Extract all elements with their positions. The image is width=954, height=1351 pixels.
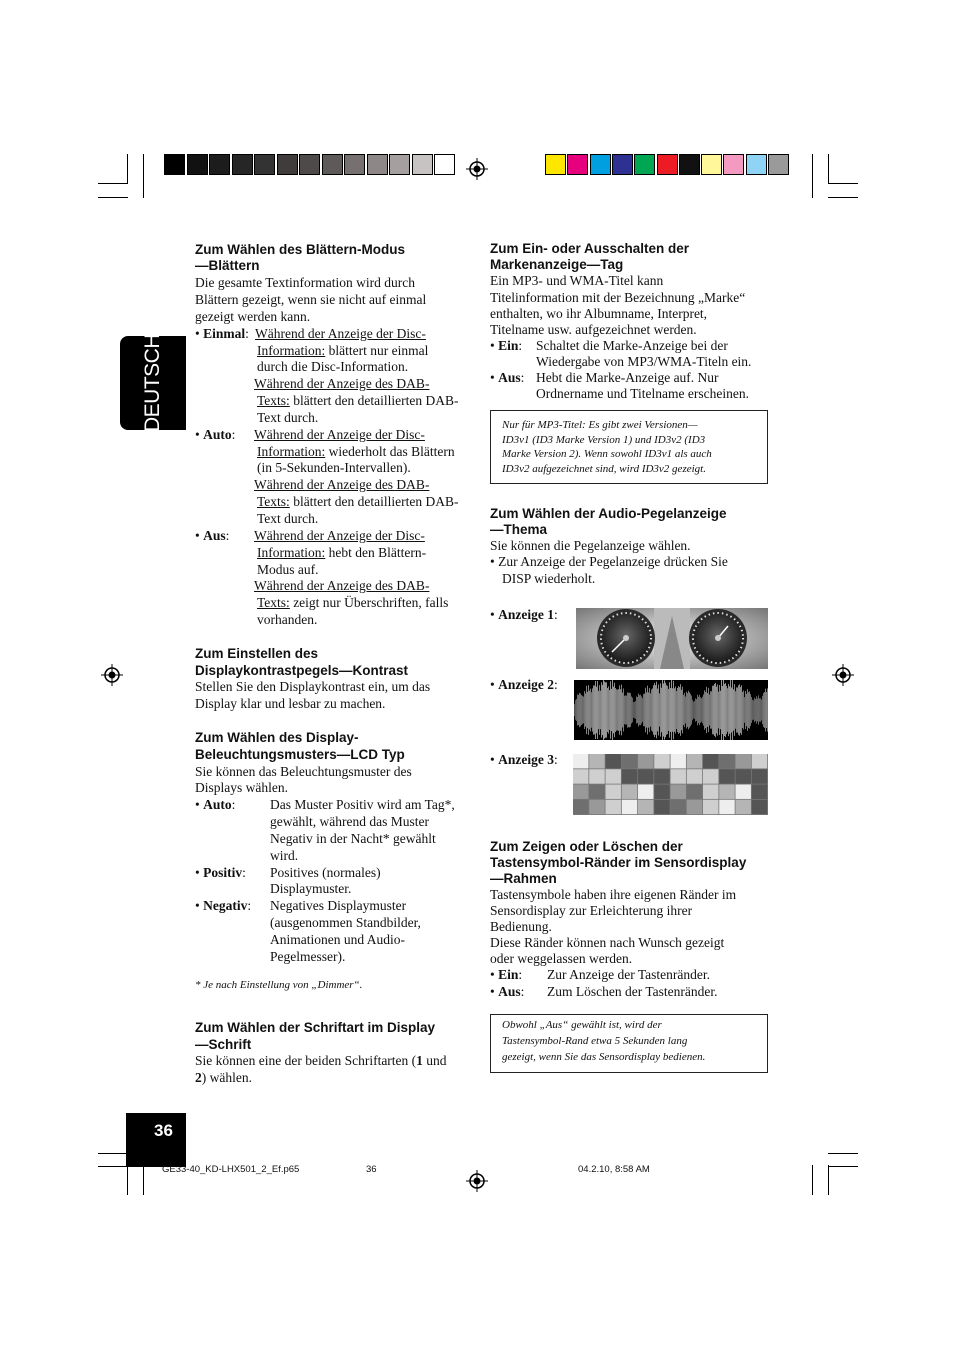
paragraph: Sie können eine der beiden Schriftarten (1 und bbox=[195, 1053, 447, 1068]
list-text: Information: wiederholt das Blättern bbox=[257, 444, 455, 459]
block-cell bbox=[606, 769, 621, 783]
block-cell bbox=[736, 785, 751, 799]
color-swatch bbox=[768, 154, 789, 175]
block-cell bbox=[736, 800, 751, 814]
list-text: Ordnername und Titelname erscheinen. bbox=[536, 386, 749, 401]
color-swatch bbox=[434, 154, 455, 175]
color-swatch bbox=[679, 154, 700, 175]
block-cell bbox=[671, 769, 686, 783]
block-cell bbox=[703, 800, 718, 814]
section-title: Zum Wählen des Blättern-Modus bbox=[195, 242, 406, 257]
list-text: Pegelmesser). bbox=[270, 949, 346, 964]
list-text: Information: hebt den Blättern- bbox=[257, 545, 427, 560]
list-text: Schaltet die Marke-Anzeige bei der bbox=[536, 338, 728, 353]
registration-mark-icon bbox=[101, 664, 123, 686]
section-title: Zum Einstellen des bbox=[195, 646, 319, 661]
note-box bbox=[490, 410, 768, 484]
color-swatch bbox=[232, 154, 253, 175]
block-cell bbox=[638, 800, 653, 814]
section-title: Zum Ein- oder Ausschalten der bbox=[490, 241, 690, 256]
color-swatch bbox=[701, 154, 722, 175]
registration-mark-icon bbox=[466, 158, 488, 180]
registration-mark-icon bbox=[466, 1170, 488, 1192]
page-number-box bbox=[126, 1113, 186, 1167]
language-tab bbox=[120, 333, 186, 433]
block-cell bbox=[687, 754, 702, 768]
block-cell bbox=[622, 754, 637, 768]
note-box bbox=[490, 1014, 768, 1073]
block-cell bbox=[638, 754, 653, 768]
list-text: Während der Anzeige der Disc- bbox=[254, 427, 425, 442]
list-text: Information: blättert nur einmal bbox=[257, 343, 429, 358]
list-text: gewählt, während das Muster bbox=[270, 814, 429, 829]
section-title: Zum Wählen des Display- bbox=[195, 730, 359, 745]
block-cell bbox=[703, 785, 718, 799]
paragraph: Bedienung. bbox=[490, 919, 552, 934]
list-item: • Auto: bbox=[195, 427, 236, 442]
block-cell bbox=[687, 785, 702, 799]
list-item: • Anzeige 3: bbox=[490, 752, 558, 767]
block-cell bbox=[752, 769, 767, 783]
color-swatch bbox=[590, 154, 611, 175]
list-item: • Anzeige 1: bbox=[490, 607, 558, 622]
note-text: Nur für MP3-Titel: Es gibt zwei Versionen— bbox=[502, 419, 698, 431]
block-cell bbox=[719, 754, 734, 768]
list-item: • Aus: bbox=[490, 984, 525, 999]
list-item: • Ein: bbox=[490, 338, 523, 353]
note-text: ID3v1 (ID3 Marke Version 1) und ID3v2 (ID3 bbox=[502, 434, 706, 446]
color-swatch bbox=[254, 154, 275, 175]
level-meter-2-image bbox=[574, 680, 768, 740]
block-cell bbox=[638, 785, 653, 799]
paragraph: Ein MP3- und WMA-Titel kann bbox=[490, 273, 664, 288]
paragraph: 2) wählen. bbox=[195, 1070, 252, 1085]
list-text: Text durch. bbox=[257, 511, 319, 526]
page-number: 36 bbox=[154, 1121, 173, 1140]
note-text: Tastensymbol-Rand etwa 5 Sekunden lang bbox=[502, 1035, 688, 1047]
paragraph: Diese Ränder können nach Wunsch gezeigt bbox=[490, 935, 725, 950]
color-swatch bbox=[723, 154, 744, 175]
block-cell bbox=[573, 800, 588, 814]
block-cell bbox=[752, 754, 767, 768]
list-text: Hebt die Marke-Anzeige auf. Nur bbox=[536, 370, 719, 385]
block-cell bbox=[703, 754, 718, 768]
list-item: • Positiv: bbox=[195, 865, 246, 880]
block-cell bbox=[687, 800, 702, 814]
list-text: Displaymuster. bbox=[270, 881, 352, 896]
list-text: (in 5-Sekunden-Intervallen). bbox=[257, 460, 411, 475]
color-swatch bbox=[634, 154, 655, 175]
color-swatch bbox=[612, 154, 633, 175]
list-text: Während der Anzeige des DAB- bbox=[254, 578, 430, 593]
list-text: Negatives Displaymuster bbox=[270, 898, 407, 913]
list-text: Das Muster Positiv wird am Tag*, bbox=[270, 797, 455, 812]
block-cell bbox=[671, 754, 686, 768]
block-cell bbox=[752, 785, 767, 799]
level-meter-3-image bbox=[573, 754, 768, 815]
level-meter-1-image bbox=[576, 608, 768, 669]
color-swatch bbox=[545, 154, 566, 175]
paragraph: Blättern gezeigt, wenn sie nicht auf einmal bbox=[195, 292, 427, 307]
paragraph: enthalten, wo ihr Albumname, Interpret, bbox=[490, 306, 708, 321]
list-text: Während der Anzeige des DAB- bbox=[254, 477, 430, 492]
color-swatch bbox=[367, 154, 388, 175]
list-text: Text durch. bbox=[257, 410, 319, 425]
paragraph: Tastensymbole haben ihre eigenen Ränder im bbox=[490, 887, 737, 902]
color-swatch bbox=[187, 154, 208, 175]
block-cell bbox=[606, 785, 621, 799]
list-text: Texts: blättert den detaillierten DAB- bbox=[257, 393, 459, 408]
note-text: ID3v2 aufgezeichnet sind, wird ID3v2 gezeigt. bbox=[502, 463, 706, 475]
option-label: Einmal bbox=[203, 326, 246, 341]
section-title: Markenanzeige—Tag bbox=[490, 257, 624, 272]
footer-page: 36 bbox=[366, 1164, 377, 1175]
color-swatch bbox=[657, 154, 678, 175]
block-cell bbox=[606, 800, 621, 814]
block-cell bbox=[671, 800, 686, 814]
list-text: (ausgenommen Standbilder, bbox=[270, 915, 421, 930]
block-cell bbox=[654, 769, 669, 783]
paragraph: DISP wiederholt. bbox=[502, 571, 596, 586]
language-tab-label: DEUTSCH bbox=[141, 333, 164, 433]
block-cell bbox=[589, 800, 604, 814]
list-item: • Auto: bbox=[195, 797, 236, 812]
paragraph: Titelinformation mit der Bezeichnung „Marke“ bbox=[490, 290, 746, 305]
block-cell bbox=[606, 754, 621, 768]
block-cell bbox=[719, 785, 734, 799]
paragraph: Sie können die Pegelanzeige wählen. bbox=[490, 538, 691, 553]
footer-file: GE33-40_KD-LHX501_2_Ef.p65 bbox=[162, 1164, 300, 1175]
color-swatch bbox=[746, 154, 767, 175]
block-cell bbox=[622, 785, 637, 799]
paragraph: Titelname usw. aufgezeichnet werden. bbox=[490, 322, 697, 337]
list-text: Negativ in der Nacht* gewählt bbox=[270, 831, 436, 846]
paragraph: Die gesamte Textinformation wird durch bbox=[195, 275, 415, 290]
section-title: Displaykontrastpegels—Kontrast bbox=[195, 663, 409, 678]
paragraph: gezeigt werden kann. bbox=[195, 309, 311, 324]
section-title: —Blättern bbox=[195, 258, 260, 273]
list-text: Zur Anzeige der Tastenränder. bbox=[547, 967, 710, 982]
list-item: • Anzeige 2: bbox=[490, 677, 558, 692]
section-title: Zum Zeigen oder Löschen der bbox=[490, 839, 683, 854]
block-cell bbox=[671, 785, 686, 799]
list-text: Zum Löschen der Tastenränder. bbox=[547, 984, 718, 999]
block-cell bbox=[573, 754, 588, 768]
section-title: Beleuchtungsmusters—LCD Typ bbox=[195, 747, 405, 762]
list-item: • Zur Anzeige der Pegelanzeige drücken Sie bbox=[490, 554, 728, 569]
list-item: • Aus: bbox=[490, 370, 525, 385]
paragraph: Sensordisplay zur Erleichterung ihrer bbox=[490, 903, 693, 918]
color-swatch bbox=[299, 154, 320, 175]
note-text: Marke Version 2). Wenn sowohl ID3v1 als auch bbox=[502, 448, 712, 460]
color-swatch bbox=[412, 154, 433, 175]
color-swatch bbox=[277, 154, 298, 175]
list-text: Positives (normales) bbox=[270, 865, 381, 880]
block-cell bbox=[589, 785, 604, 799]
paragraph: Sie können das Beleuchtungsmuster des bbox=[195, 764, 412, 779]
block-cell bbox=[573, 785, 588, 799]
block-cell bbox=[654, 800, 669, 814]
block-cell bbox=[703, 769, 718, 783]
block-cell bbox=[573, 769, 588, 783]
color-swatch bbox=[344, 154, 365, 175]
color-swatch bbox=[567, 154, 588, 175]
section-title: Zum Wählen der Audio-Pegelanzeige bbox=[490, 506, 727, 521]
block-cell bbox=[752, 800, 767, 814]
paragraph: Stellen Sie den Displaykontrast ein, um das bbox=[195, 679, 431, 694]
section-title: Tastensymbol-Ränder im Sensordisplay bbox=[490, 855, 747, 870]
paragraph: Displays wählen. bbox=[195, 780, 288, 795]
section-title: —Rahmen bbox=[490, 871, 557, 886]
list-item: • Ein: bbox=[490, 967, 523, 982]
option-label: Auto bbox=[203, 427, 232, 442]
block-cell bbox=[736, 754, 751, 768]
block-cell bbox=[589, 754, 604, 768]
block-cell bbox=[638, 769, 653, 783]
footnote: * Je nach Einstellung von „Dimmer“. bbox=[195, 979, 363, 991]
note-text: gezeigt, wenn Sie das Sensordisplay bedienen. bbox=[502, 1051, 706, 1063]
paragraph: Display klar und lesbar zu machen. bbox=[195, 696, 386, 711]
list-text: Modus auf. bbox=[257, 562, 319, 577]
list-text: wird. bbox=[270, 848, 299, 863]
list-item: • Aus: bbox=[195, 528, 230, 543]
block-cell bbox=[622, 800, 637, 814]
block-cell bbox=[719, 800, 734, 814]
list-text: vorhanden. bbox=[257, 612, 318, 627]
list-text: Animationen und Audio- bbox=[270, 932, 405, 947]
section-title: Zum Wählen der Schriftart im Display bbox=[195, 1020, 436, 1035]
list-text: Wiedergabe von MP3/WMA-Titeln ein. bbox=[536, 354, 752, 369]
section-title: —Schrift bbox=[195, 1037, 252, 1052]
color-swatch bbox=[209, 154, 230, 175]
list-text: Texts: zeigt nur Überschriften, falls bbox=[257, 595, 449, 610]
footer-date: 04.2.10, 8:58 AM bbox=[578, 1164, 650, 1175]
list-text: durch die Disc-Information. bbox=[257, 359, 409, 374]
list-text: Während der Anzeige der Disc- bbox=[255, 326, 426, 341]
block-cell bbox=[719, 769, 734, 783]
option-label: Aus bbox=[203, 528, 226, 543]
registration-mark-icon bbox=[832, 664, 854, 686]
block-cell bbox=[589, 769, 604, 783]
block-cell bbox=[654, 754, 669, 768]
list-item: • Einmal: bbox=[195, 326, 249, 341]
block-cell bbox=[622, 769, 637, 783]
note-text: Obwohl „Aus“ gewählt ist, wird der bbox=[502, 1019, 662, 1031]
list-text: Während der Anzeige des DAB- bbox=[254, 376, 430, 391]
block-cell bbox=[736, 769, 751, 783]
block-cell bbox=[654, 785, 669, 799]
paragraph: oder weggelassen werden. bbox=[490, 951, 633, 966]
list-text: Texts: blättert den detaillierten DAB- bbox=[257, 494, 459, 509]
block-cell bbox=[687, 769, 702, 783]
list-item: • Negativ: bbox=[195, 898, 252, 913]
list-text: Während der Anzeige der Disc- bbox=[254, 528, 425, 543]
color-swatch bbox=[164, 154, 185, 175]
section-title: —Thema bbox=[490, 522, 548, 537]
color-swatch bbox=[322, 154, 343, 175]
color-swatch bbox=[389, 154, 410, 175]
